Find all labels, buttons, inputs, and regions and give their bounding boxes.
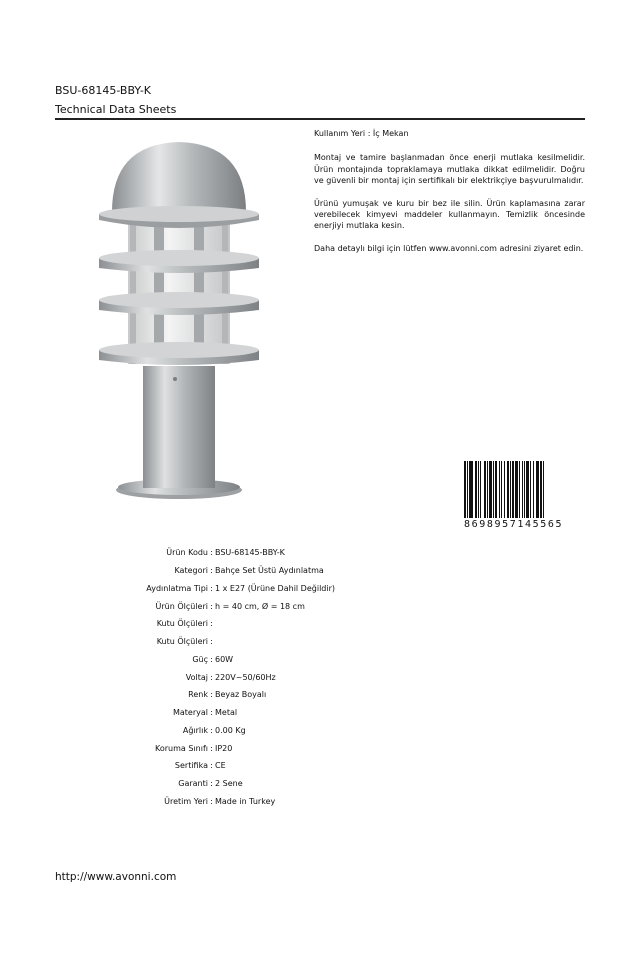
spec-value: 0.00 Kg bbox=[215, 725, 246, 735]
spec-row bbox=[80, 704, 460, 722]
spec-separator: : bbox=[210, 619, 213, 629]
spec-row bbox=[80, 544, 460, 562]
info-block bbox=[314, 128, 585, 265]
spec-value: Bahçe Set Üstü Aydınlatma bbox=[215, 566, 324, 576]
barcode-bars bbox=[464, 461, 584, 518]
usage-place: Kullanım Yeri : İç Mekan bbox=[314, 129, 409, 138]
spec-value: IP20 bbox=[215, 743, 233, 753]
spec-separator: : bbox=[210, 779, 213, 789]
spec-row bbox=[80, 722, 460, 740]
spec-row bbox=[80, 775, 460, 793]
document-subtitle: Technical Data Sheets bbox=[55, 103, 177, 116]
spec-key: Kutu Ölçüleri bbox=[156, 619, 208, 629]
spec-key: Koruma Sınıfı bbox=[155, 743, 208, 753]
spec-separator: : bbox=[210, 672, 213, 682]
barcode bbox=[464, 461, 584, 535]
spec-separator: : bbox=[210, 654, 213, 664]
spec-key: Ürün Ölçüleri bbox=[155, 601, 208, 611]
info-paragraph-cleaning: Ürünü yumuşak ve kuru bir bez ile silin. Ürün kaplamasına zarar verebilecek kimyevi maddeler kullanmayın. Temizlik öncesinde enerjiyi mutlaka kesin. bbox=[314, 198, 585, 231]
spec-row bbox=[80, 597, 460, 615]
spec-separator: : bbox=[210, 725, 213, 735]
spec-value: 2 Sene bbox=[215, 779, 243, 789]
info-paragraph-safety: Montaj ve tamire başlanmadan önce enerji mutlaka kesilmelidir. Ürün montajında topraklamaya mutlaka dikkat edilmelidir. Doğru ve güvenli bir montaj için sertifikalı bir elektrikçiye başvurulmalıdır. bbox=[314, 153, 585, 186]
spec-separator: : bbox=[210, 761, 213, 771]
spec-separator: : bbox=[210, 796, 213, 806]
spec-row bbox=[80, 686, 460, 704]
spec-key: Voltaj bbox=[185, 672, 208, 682]
spec-key: Ağırlık bbox=[182, 725, 208, 735]
spec-separator: : bbox=[210, 708, 213, 718]
info-paragraph-website: Daha detaylı bilgi için lütfen www.avonni.com adresini ziyaret edin. bbox=[314, 243, 584, 253]
spec-separator: : bbox=[210, 690, 213, 700]
spec-value: h = 40 cm, Ø = 18 cm bbox=[215, 601, 305, 611]
spec-value: Made in Turkey bbox=[215, 796, 276, 806]
spec-row bbox=[80, 668, 460, 686]
spec-row bbox=[80, 580, 460, 598]
spec-row bbox=[80, 562, 460, 580]
spec-key: Kategori bbox=[174, 566, 208, 576]
spec-table bbox=[80, 544, 460, 810]
spec-row bbox=[80, 633, 460, 651]
spec-key: Aydınlatma Tipi bbox=[146, 583, 208, 593]
spec-value: 1 x E27 (Ürüne Dahil Değildir) bbox=[215, 583, 335, 593]
spec-key: Sertifika bbox=[174, 761, 208, 771]
spec-value: Beyaz Boyalı bbox=[215, 690, 267, 700]
spec-key: Ürün Kodu bbox=[166, 548, 208, 558]
spec-separator: : bbox=[210, 548, 213, 558]
spec-value: CE bbox=[215, 761, 226, 771]
footer-website-link[interactable]: http://www.avonni.com bbox=[55, 871, 177, 883]
header-divider bbox=[55, 118, 585, 120]
spec-key: Güç bbox=[192, 654, 208, 664]
spec-separator: : bbox=[210, 566, 213, 576]
product-code-heading: BSU-68145-BBY-K bbox=[55, 84, 152, 97]
spec-value: 220V~50/60Hz bbox=[215, 672, 276, 682]
garden-post-lamp-icon bbox=[96, 138, 262, 504]
spec-value: 60W bbox=[215, 654, 234, 664]
spec-row bbox=[80, 615, 460, 633]
spec-separator: : bbox=[210, 743, 213, 753]
spec-separator: : bbox=[210, 583, 213, 593]
spec-row bbox=[80, 793, 460, 811]
spec-separator: : bbox=[210, 601, 213, 611]
spec-key: Materyal bbox=[172, 708, 208, 718]
spec-key: Garanti bbox=[178, 779, 208, 789]
spec-key: Üretim Yeri bbox=[164, 796, 208, 806]
spec-key: Renk bbox=[188, 690, 208, 700]
spec-row bbox=[80, 757, 460, 775]
spec-value: BSU-68145-BBY-K bbox=[215, 548, 285, 558]
spec-key: Kutu Ölçüleri bbox=[156, 637, 208, 647]
spec-value: Metal bbox=[215, 708, 238, 718]
spec-row bbox=[80, 651, 460, 669]
spec-separator: : bbox=[210, 637, 213, 647]
spec-row bbox=[80, 739, 460, 757]
barcode-digits: 8698957145565 bbox=[464, 519, 564, 530]
